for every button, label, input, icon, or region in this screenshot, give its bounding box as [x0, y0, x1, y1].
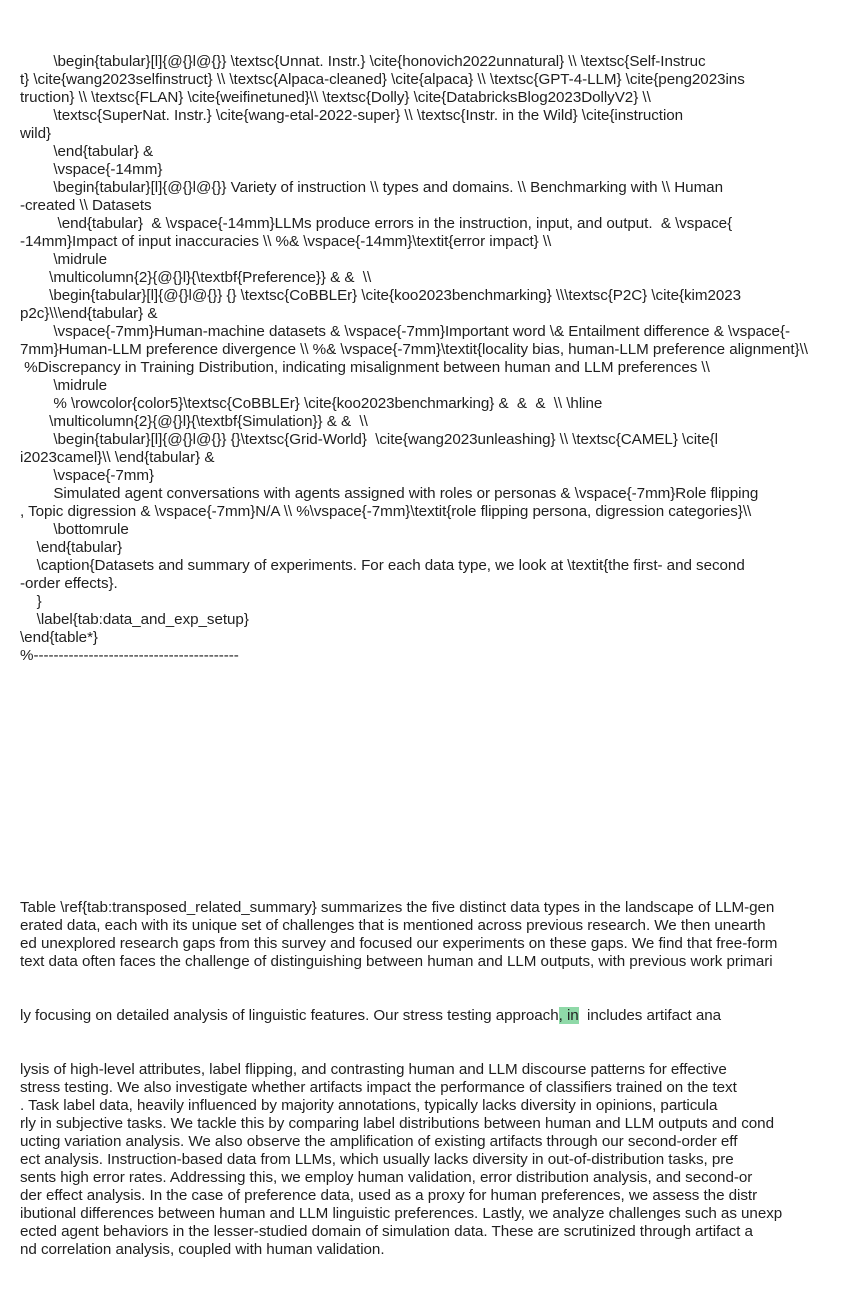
blank-line — [20, 755, 866, 773]
latex-line: \end{tabular} & — [20, 143, 154, 160]
paragraph-line: der effect analysis. In the case of preference data, used as a proxy for human preferences, we assess the distr — [20, 1187, 758, 1204]
latex-line: \label{tab:data_and_exp_setup} — [20, 611, 249, 628]
paragraph-line-text: ly focusing on detailed analysis of linguistic features. Our stress testing approach — [20, 1007, 559, 1024]
latex-source-block — [20, 53, 866, 665]
latex-line: -order effects}. — [20, 575, 118, 592]
latex-line: \end{tabular} & \vspace{-14mm}LLMs produce errors in the instruction, input, and output. & \vspace{ — [20, 215, 733, 232]
latex-line: \midrule — [20, 251, 107, 268]
paragraph-line-text: includes artifact ana — [578, 1007, 722, 1024]
paragraph-line: ibutional differences between human and LLM linguistic preferences. Lastly, we analyze challenges such as unexp — [20, 1205, 783, 1222]
latex-line: \textsc{SuperNat. Instr.} \cite{wang-etal-2022-super} \\ \textsc{Instr. in the Wild} \cite{instruction — [20, 107, 684, 124]
paragraph-line: ed unexplored research gaps from this survey and focused our experiments on these gaps. We find that free-form — [20, 935, 778, 952]
latex-line: %----------------------------------------- — [20, 647, 239, 664]
latex-line: -created \\ Datasets — [20, 197, 152, 214]
latex-line: \multicolumn{2}{@{}l}{\textbf{Simulation}} & & \\ — [20, 413, 368, 430]
latex-line: Simulated agent conversations with agents assigned with roles or personas & \vspace{-7mm}Role flipping — [20, 485, 759, 502]
paragraph-line: nd correlation analysis, coupled with human validation. — [20, 1241, 385, 1258]
latex-line: i2023camel}\\ \end{tabular} & — [20, 449, 215, 466]
latex-line: % \rowcolor{color5}\textsc{CoBBLEr} \cite{koo2023benchmarking} & & & \\ \hline — [20, 395, 603, 412]
paragraph-line: ect analysis. Instruction-based data from LLMs, which usually lacks diversity in out-of-distribution tasks, pre — [20, 1151, 734, 1168]
latex-line: wild} — [20, 125, 51, 142]
latex-line: \bottomrule — [20, 521, 129, 538]
paragraph-line-highlight — [20, 1007, 866, 1025]
paragraph-line: text data often faces the challenge of distinguishing between human and LLM outputs, with previous work primari — [20, 953, 773, 970]
latex-line: p2c}\\\end{tabular} & — [20, 305, 158, 322]
latex-line: \begin{tabular}[l]{@{}l@{}} \textsc{Unnat. Instr.} \cite{honovich2022unnatural} \\ \textsc{Self-Instruc — [20, 53, 706, 70]
latex-line: %Discrepancy in Training Distribution, indicating misalignment between human and LLM preferences \\ — [20, 359, 710, 376]
paragraph-line: . Task label data, heavily influenced by majority annotations, typically lacks diversity in opinions, particula — [20, 1097, 718, 1114]
latex-line: } — [20, 593, 42, 610]
paragraph-block — [20, 863, 866, 1295]
paragraph-line: sents high error rates. Addressing this, we employ human validation, error distribution analysis, and second-or — [20, 1169, 753, 1186]
latex-line: \caption{Datasets and summary of experiments. For each data type, we look at \textit{the first- and second — [20, 557, 745, 574]
latex-line: \multicolumn{2}{@{}l}{\textbf{Preference}} & & \\ — [20, 269, 372, 286]
latex-line: \vspace{-7mm}Human-machine datasets & \vspace{-7mm}Important word \& Entailment difference & \vspace{- — [20, 323, 790, 340]
latex-line: t} \cite{wang2023selfinstruct} \\ \textsc{Alpaca-cleaned} \cite{alpaca} \\ \textsc{GPT-4-LLM} \cite{peng2023ins — [20, 71, 745, 88]
paragraph-line: lysis of high-level attributes, label flipping, and contrasting human and LLM discourse patterns for effective — [20, 1061, 727, 1078]
paragraph-line: erated data, each with its unique set of challenges that is mentioned across previous research. We then unearth — [20, 917, 766, 934]
paragraph-line: ucting variation analysis. We also observe the amplification of existing artifacts through our second-order eff — [20, 1133, 738, 1150]
paragraph-line: stress testing. We also investigate whether artifacts impact the performance of classifiers trained on the text — [20, 1079, 737, 1096]
latex-line: , Topic digression & \vspace{-7mm}N/A \\ %\vspace{-7mm}\textit{role flipping persona, digression categories}\\ — [20, 503, 752, 520]
text-editor[interactable] — [20, 17, 866, 1313]
paragraph-line: ected agent behaviors in the lesser-studied domain of simulation data. These are scrutinized through artifact a — [20, 1223, 753, 1240]
blank-line — [20, 701, 866, 719]
latex-line: \begin{tabular}[l]{@{}l@{}} Variety of instruction \\ types and domains. \\ Benchmarking with \\ Human — [20, 179, 723, 196]
paragraph-line: Table \ref{tab:transposed_related_summary} summarizes the five distinct data types in the landscape of LLM-gen — [20, 899, 775, 916]
latex-line: \end{table*} — [20, 629, 98, 646]
paragraph-line: rly in subjective tasks. We tackle this by comparing label distributions between human and LLM outputs and cond — [20, 1115, 774, 1132]
blank-line — [20, 809, 866, 827]
latex-line: truction} \\ \textsc{FLAN} \cite{weifinetuned}\\ \textsc{Dolly} \cite{DatabricksBlog2023DollyV2} \\ — [20, 89, 651, 106]
text-selection-highlight[interactable]: , in — [558, 1007, 579, 1024]
latex-line: \vspace{-7mm} — [20, 467, 154, 484]
latex-line: -14mm}Impact of input inaccuracies \\ %& \vspace{-14mm}\textit{error impact} \\ — [20, 233, 552, 250]
latex-line: \end{tabular} — [20, 539, 123, 556]
latex-line: \begin{tabular}[l]{@{}l@{}} {} \textsc{CoBBLEr} \cite{koo2023benchmarking} \\\textsc{P2C} \cite{kim2023 — [20, 287, 742, 304]
latex-line: 7mm}Human-LLM preference divergence \\ %& \vspace{-7mm}\textit{locality bias, human-LLM preference alignment}\\ — [20, 341, 808, 358]
latex-line: \vspace{-14mm} — [20, 161, 163, 178]
latex-line: \midrule — [20, 377, 107, 394]
latex-line: \begin{tabular}[l]{@{}l@{}} {}\textsc{Grid-World} \cite{wang2023unleashing} \\ \textsc{CAMEL} \cite{l — [20, 431, 718, 448]
